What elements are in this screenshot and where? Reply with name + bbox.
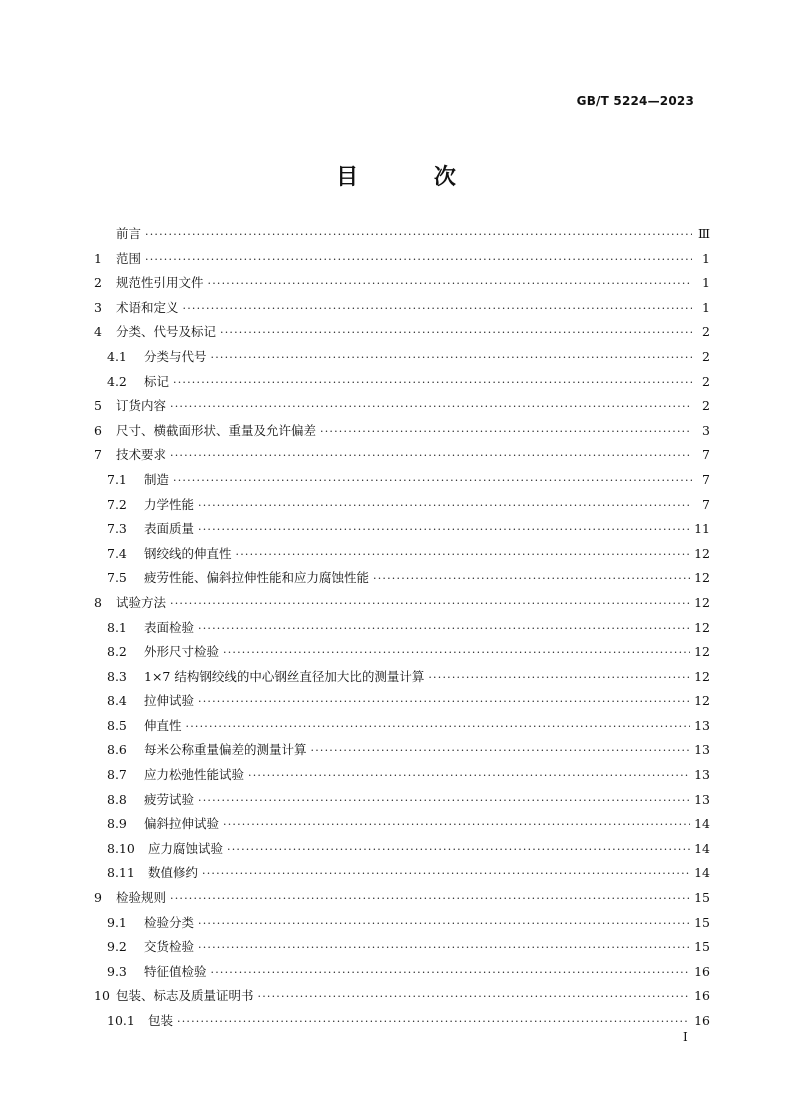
toc-entry-number: 5 [94, 398, 102, 414]
toc-entry-page: 12 [694, 668, 710, 684]
toc-entry[interactable] [94, 667, 710, 692]
toc-entry-page: 12 [694, 570, 710, 586]
toc-entry[interactable] [94, 421, 710, 446]
toc-dot-leader [211, 351, 692, 364]
toc-entry-page: 16 [694, 988, 710, 1004]
toc-dot-leader [145, 253, 692, 266]
toc-entry-page: 12 [694, 693, 710, 709]
toc-entry-label: 偏斜拉伸试验 [144, 816, 220, 832]
toc-dot-leader [145, 228, 692, 241]
toc-entry-label: 疲劳性能、偏斜拉伸性能和应力腐蚀性能 [144, 570, 370, 586]
toc-entry[interactable] [94, 322, 710, 347]
toc-entry-label: 标记 [144, 373, 170, 389]
toc-entry-page: 2 [702, 348, 710, 364]
toc-dot-leader [198, 794, 690, 807]
toc-entry[interactable] [94, 519, 710, 544]
toc-entry[interactable] [94, 740, 710, 765]
toc-entry-label: 分类、代号及标记 [116, 324, 217, 340]
toc-dot-leader [173, 474, 692, 487]
toc-entry-page: 2 [702, 324, 710, 340]
toc-entry-label: 检验分类 [144, 914, 195, 930]
toc-entry-number: 7.4 [107, 545, 127, 561]
toc-entry-number: 9 [94, 890, 102, 906]
toc-entry[interactable] [94, 691, 710, 716]
toc-entry[interactable] [94, 986, 710, 1011]
toc-dot-leader [186, 720, 691, 733]
toc-entry-number: 3 [94, 299, 102, 315]
toc-entry-page: 12 [694, 594, 710, 610]
page-title: 目 次 [336, 164, 490, 190]
toc-entry-number: 8.11 [107, 865, 135, 881]
toc-entry[interactable] [94, 347, 710, 372]
toc-entry-number: 4 [94, 324, 102, 340]
toc-entry-number: 8.4 [107, 693, 127, 709]
toc-entry-label: 应力松弛性能试验 [144, 767, 245, 783]
toc-entry-page: 1 [702, 299, 710, 315]
toc-entry-label: 制造 [144, 471, 170, 487]
toc-entry[interactable] [94, 224, 710, 249]
toc-entry-number: 8 [94, 594, 102, 610]
toc-entry-page: 12 [694, 619, 710, 635]
toc-entry-label: 规范性引用文件 [116, 275, 204, 291]
toc-entry[interactable] [94, 470, 710, 495]
toc-dot-leader [170, 892, 690, 905]
toc-entry[interactable] [94, 888, 710, 913]
toc-entry-number: 8.1 [107, 619, 127, 635]
standard-code: GB/T 5224—2023 [576, 94, 694, 108]
table-of-contents [94, 224, 710, 1036]
toc-entry-number: 7.3 [107, 521, 127, 537]
toc-entry-number: 4.1 [107, 348, 127, 364]
toc-dot-leader [248, 769, 690, 782]
toc-dot-leader [227, 843, 690, 856]
toc-entry-label: 表面质量 [144, 521, 195, 537]
toc-entry-label: 每米公称重量偏差的测量计算 [144, 742, 307, 758]
toc-entry-page: 16 [694, 963, 710, 979]
toc-entry-label: 力学性能 [144, 496, 195, 512]
toc-entry[interactable] [94, 593, 710, 618]
toc-entry-number: 10.1 [107, 1013, 135, 1028]
toc-entry-label: 术语和定义 [116, 299, 179, 315]
toc-dot-leader [211, 966, 691, 979]
toc-entry-page: 12 [694, 644, 710, 660]
toc-entry-label: 外形尺寸检验 [144, 644, 220, 660]
toc-dot-leader [236, 548, 691, 561]
toc-entry-label: 应力腐蚀试验 [148, 840, 224, 856]
toc-dot-leader [202, 867, 690, 880]
toc-entry-page: 13 [694, 742, 710, 758]
toc-entry-number: 10 [94, 988, 110, 1004]
toc-entry-label: 技术要求 [116, 447, 167, 463]
toc-entry-number: 9.3 [107, 963, 127, 979]
toc-entry-number: 8.5 [107, 717, 127, 733]
toc-entry[interactable] [94, 642, 710, 667]
toc-dot-leader [320, 425, 692, 438]
toc-entry[interactable] [94, 863, 710, 888]
toc-entry[interactable] [94, 790, 710, 815]
toc-dot-leader [170, 449, 692, 462]
toc-dot-leader [208, 277, 692, 290]
toc-dot-leader [258, 990, 691, 1003]
toc-entry-page: 11 [694, 521, 710, 537]
toc-entry-label: 钢绞线的伸直性 [144, 545, 232, 561]
toc-entry-number: 8.2 [107, 644, 127, 660]
toc-dot-leader [311, 744, 691, 757]
toc-dot-leader [198, 941, 690, 954]
toc-entry-number: 8.3 [107, 668, 127, 684]
toc-entry[interactable] [94, 445, 710, 470]
toc-entry-number: 8.6 [107, 742, 127, 758]
toc-entry-number: 2 [94, 275, 102, 291]
toc-entry-page: 14 [694, 816, 710, 832]
toc-entry[interactable] [94, 1011, 710, 1036]
toc-entry-number: 7.2 [107, 496, 127, 512]
toc-dot-leader [220, 326, 692, 339]
toc-entry-page: 7 [702, 447, 710, 463]
toc-entry[interactable] [94, 716, 710, 741]
toc-entry-number: 8.8 [107, 791, 127, 807]
toc-entry-label: 订货内容 [116, 398, 167, 414]
toc-entry-number: 6 [94, 422, 102, 438]
toc-dot-leader [183, 302, 692, 315]
toc-entry[interactable] [94, 372, 710, 397]
toc-entry-page: 15 [694, 890, 710, 906]
toc-entry[interactable] [94, 298, 710, 323]
toc-entry-page: 1 [702, 250, 710, 266]
toc-entry-page: 7 [702, 496, 710, 512]
toc-dot-leader [428, 671, 690, 684]
toc-dot-leader [177, 1015, 690, 1028]
toc-entry-label: 疲劳试验 [144, 791, 195, 807]
toc-entry-number: 8.9 [107, 816, 127, 832]
toc-entry[interactable] [94, 839, 710, 864]
toc-entry-page: Ⅲ [697, 226, 710, 241]
toc-entry-number: 8.7 [107, 767, 127, 783]
toc-entry[interactable] [94, 962, 710, 987]
toc-entry-label: 交货检验 [144, 939, 195, 955]
toc-entry-page: 7 [702, 471, 710, 487]
toc-entry-number: 4.2 [107, 373, 127, 389]
toc-entry-number: 9.1 [107, 914, 127, 930]
toc-dot-leader [198, 917, 690, 930]
toc-entry-label: 范围 [116, 250, 142, 266]
toc-entry-label: 前言 [116, 226, 142, 241]
toc-entry-page: 3 [702, 422, 710, 438]
toc-entry-number: 1 [94, 250, 102, 266]
toc-entry-page: 2 [702, 398, 710, 414]
toc-entry-page: 1 [702, 275, 710, 291]
toc-entry-number: 9.2 [107, 939, 127, 955]
toc-entry[interactable] [94, 249, 710, 274]
toc-entry-page: 16 [694, 1013, 710, 1028]
toc-entry[interactable] [94, 544, 710, 569]
toc-dot-leader [198, 622, 690, 635]
toc-entry-page: 13 [694, 791, 710, 807]
toc-entry[interactable] [94, 765, 710, 790]
toc-entry-number: 7.1 [107, 471, 127, 487]
toc-entry-page: 13 [694, 767, 710, 783]
toc-entry-label: 包装 [148, 1013, 174, 1028]
toc-entry-page: 12 [694, 545, 710, 561]
toc-dot-leader [223, 818, 690, 831]
toc-entry-label: 包装、标志及质量证明书 [116, 988, 254, 1004]
toc-entry-number: 7.5 [107, 570, 127, 586]
toc-entry-label: 分类与代号 [144, 348, 207, 364]
toc-entry-page: 15 [694, 939, 710, 955]
toc-entry-label: 拉伸试验 [144, 693, 195, 709]
toc-entry-label: 试验方法 [116, 594, 167, 610]
toc-entry[interactable] [94, 814, 710, 839]
toc-entry[interactable] [94, 618, 710, 643]
toc-entry-label: 伸直性 [144, 717, 182, 733]
toc-entry[interactable] [94, 913, 710, 938]
toc-dot-leader [173, 376, 692, 389]
toc-entry[interactable] [94, 396, 710, 421]
toc-entry-number: 8.10 [107, 840, 135, 856]
toc-dot-leader [198, 499, 692, 512]
toc-dot-leader [198, 523, 690, 536]
toc-entry-label: 检验规则 [116, 890, 167, 906]
toc-dot-leader [170, 597, 690, 610]
toc-entry-label: 数值修约 [148, 865, 199, 881]
toc-entry-number: 7 [94, 447, 102, 463]
toc-entry-page: 14 [694, 865, 710, 881]
toc-entry[interactable] [94, 568, 710, 593]
toc-entry-page: 15 [694, 914, 710, 930]
toc-dot-leader [170, 400, 692, 413]
toc-entry-page: 13 [694, 717, 710, 733]
toc-entry[interactable] [94, 273, 710, 298]
toc-entry-page: 14 [694, 840, 710, 856]
toc-dot-leader [198, 695, 690, 708]
toc-dot-leader [373, 572, 690, 585]
toc-entry-label: 表面检验 [144, 619, 195, 635]
toc-entry-label: 特征值检验 [144, 963, 207, 979]
toc-entry-page: 2 [702, 373, 710, 389]
toc-entry-label: 1×7 结构钢绞线的中心钢丝直径加大比的测量计算 [144, 668, 425, 684]
toc-entry[interactable] [94, 495, 710, 520]
toc-entry[interactable] [94, 937, 710, 962]
page-number: Ⅰ [683, 1030, 688, 1044]
toc-entry-label: 尺寸、横截面形状、重量及允许偏差 [116, 422, 317, 438]
toc-dot-leader [223, 646, 690, 659]
